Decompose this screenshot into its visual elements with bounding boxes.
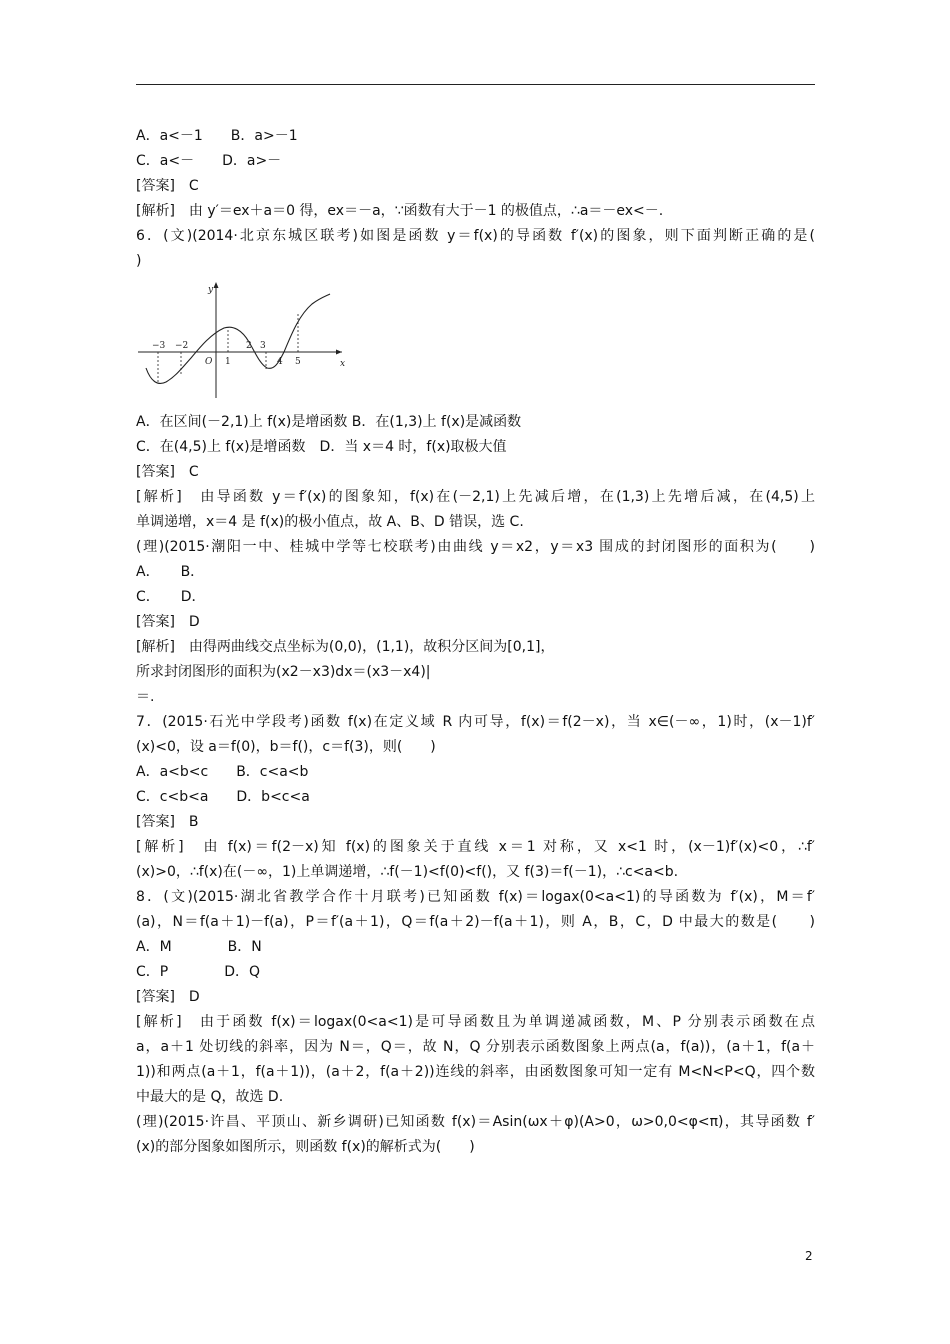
block-a [136, 124, 815, 274]
text-line: C．a<－ D．a>－ [136, 153, 282, 169]
text-line: [答案] C [136, 464, 199, 480]
page-number: 2 [805, 1249, 813, 1263]
text-line: [答案] B [136, 814, 199, 830]
y-axis-label: y [208, 285, 214, 295]
header-rule [136, 84, 815, 85]
derivative-graph [136, 280, 356, 400]
tick-label: 2 [246, 341, 252, 351]
text-line: 中最大的是 Q，故选 D. [136, 1089, 284, 1105]
block-b [136, 410, 815, 1160]
text-line: [解析] 由于函数 f(x)＝logax(0<a<1)是可导函数且为单调递减函数，M、P 分别表示函数在点 [136, 1014, 815, 1030]
page-content [136, 124, 815, 1160]
text-line: (理)(2015·许昌、平顶山、新乡调研)已知函数 f(x)＝Asin(ωx＋φ)(A>0，ω>0,0<φ<π)，其导函数 f′ [136, 1114, 815, 1130]
text-line: [答案] C [136, 178, 199, 194]
text-line: C．c<b<a D．b<c<a [136, 789, 310, 805]
text-line: (x)的部分图象如图所示，则函数 f(x)的解析式为( ) [136, 1139, 475, 1155]
y-axis-arrow [214, 282, 219, 288]
text-line: [解析] 由得两曲线交点坐标为(0,0)，(1,1)，故积分区间为[0,1]， [136, 639, 555, 655]
text-line: C．在(4,5)上 f(x)是增函数 D．当 x＝4 时，f(x)取极大值 [136, 439, 507, 455]
text-line: [解析] 由 f(x)＝f(2－x)知 f(x)的图象关于直线 x＝1 对称，又 x<1 时，(x－1)f′(x)<0，∴f′ [136, 839, 815, 855]
text-line: A．a<b<c B．c<a<b [136, 764, 309, 780]
text-line: (x)<0，设 a＝f(0)，b＝f()，c＝f(3)，则( ) [136, 739, 436, 755]
tick-label: 3 [260, 341, 266, 351]
text-line: 6．(文)(2014·北京东城区联考)如图是函数 y＝f(x)的导函数 f′(x)的图象，则下面判断正确的是( [136, 228, 815, 244]
tick-label: 5 [295, 357, 301, 367]
text-line: A．M B．N [136, 939, 262, 955]
origin-label: O [205, 357, 213, 367]
tick-label: 4 [277, 357, 283, 367]
text-line: A．在区间(－2,1)上 f(x)是增函数 B．在(1,3)上 f(x)是减函数 [136, 414, 522, 430]
text-line: 8．(文)(2015·湖北省教学合作十月联考)已知函数 f(x)＝logax(0<a<1)的导函数为 f′(x)，M＝f′ [136, 889, 815, 905]
text-line: 1))和两点(a＋1，f(a＋1))，(a＋2，f(a＋2))连线的斜率，由函数图象可知一定有 M<N<P<Q，四个数 [136, 1064, 815, 1080]
text-line: [解析] 由导函数 y＝f′(x)的图象知，f(x)在(－2,1)上先减后增，在(1,3)上先增后减，在(4,5)上 [136, 489, 815, 505]
x-axis-arrow [336, 350, 342, 355]
x-axis-label: x [340, 359, 346, 369]
text-line: C． D． [136, 589, 206, 605]
text-line: A．a<－1 B．a>－1 [136, 128, 298, 144]
text-line: 7．(2015·石光中学段考)函数 f(x)在定义域 R 内可导，f(x)＝f(2－x)，当 x∈(－∞，1)时，(x－1)f′ [136, 714, 815, 730]
text-line: 单调递增，x＝4 是 f(x)的极小值点，故 A、B、D 错误，选 C. [136, 514, 524, 530]
text-line: [解析] 由 y′＝ex＋a＝0 得，ex＝－a，∵函数有大于－1 的极值点，∴a＝－ex<－. [136, 203, 664, 219]
text-line: [答案] D [136, 614, 200, 630]
text-line: ) [136, 253, 142, 269]
text-line: C．P D．Q [136, 964, 261, 980]
tick-label: −3 [152, 341, 166, 351]
derivative-graph-figure [136, 274, 815, 410]
text-line: ＝. [136, 689, 155, 705]
text-line: (a)，N＝f(a＋1)－f(a)，P＝f′(a＋1)，Q＝f(a＋2)－f(a＋1)，则 A，B，C，D 中最大的数是( ) [136, 914, 815, 930]
tick-label: 1 [225, 357, 231, 367]
text-line: 所求封闭图形的面积为(x2－x3)dx＝(x3－x4)| [136, 664, 431, 680]
text-line: [答案] D [136, 989, 200, 1005]
derivative-curve [146, 294, 330, 383]
text-line: A． B． [136, 564, 205, 580]
tick-label: −2 [175, 341, 189, 351]
text-line: (x)>0，∴f(x)在(－∞，1)上单调递增，∴f(－1)<f(0)<f()，又 f(3)＝f(－1)，∴c<a<b. [136, 864, 679, 880]
text-line: (理)(2015·潮阳一中、桂城中学等七校联考)由曲线 y＝x2，y＝x3 围成的封闭图形的面积为( ) [136, 539, 815, 555]
text-line: a，a＋1 处切线的斜率，因为 N＝，Q＝，故 N，Q 分别表示函数图象上两点(a，f(a))，(a＋1，f(a＋ [136, 1039, 815, 1055]
